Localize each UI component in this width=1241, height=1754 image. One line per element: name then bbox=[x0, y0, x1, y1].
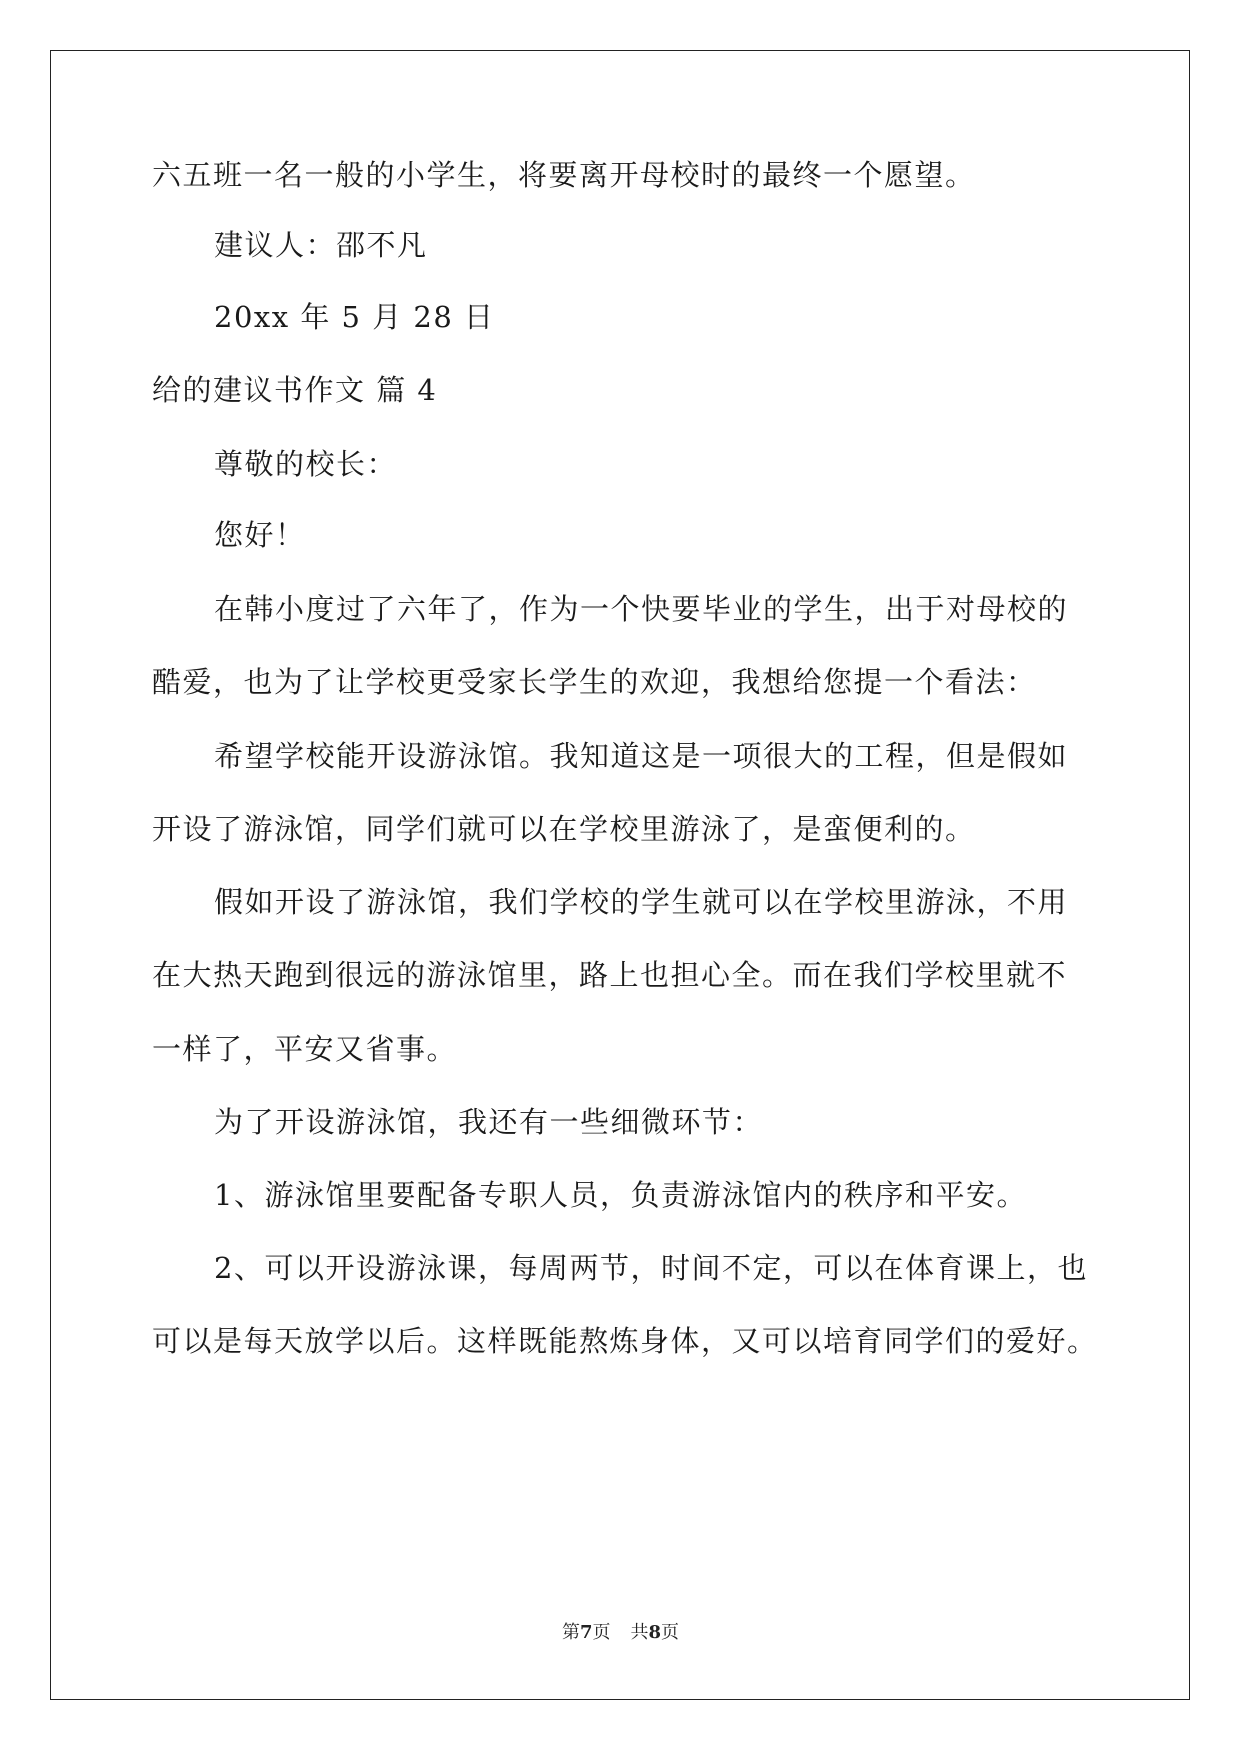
total-page-number: 8 bbox=[648, 1622, 662, 1643]
current-page-number: 7 bbox=[579, 1622, 593, 1643]
text-line: 可以是每天放学以后。这样既能熬炼身体，又可以培育同学们的爱好。 bbox=[152, 1324, 1098, 1358]
text-line: 假如开设了游泳馆，我们学校的学生就可以在学校里游泳，不用 bbox=[214, 885, 1069, 919]
date-line: 20xx 年 5 月 28 日 bbox=[214, 300, 495, 334]
text-line: 六五班一名一般的小学生，将要离开母校时的最终一个愿望。 bbox=[152, 158, 976, 192]
list-item: 2、可以开设游泳课，每周两节，时间不定，可以在体育课上，也 bbox=[214, 1251, 1088, 1285]
text-line: 在韩小度过了六年了，作为一个快要毕业的学生，出于对母校的 bbox=[214, 592, 1069, 626]
signature-line: 建议人：邵不凡 bbox=[214, 228, 428, 262]
greeting: 您好！ bbox=[214, 518, 306, 552]
text-line: 为了开设游泳馆，我还有一些细微环节： bbox=[214, 1105, 764, 1139]
page-suffix: 页 bbox=[592, 1622, 611, 1643]
text-line: 开设了游泳馆，同学们就可以在学校里游泳了，是蛮便利的。 bbox=[152, 812, 976, 846]
total-suffix: 页 bbox=[661, 1622, 680, 1643]
page-footer bbox=[0, 1621, 1241, 1645]
salutation: 尊敬的校长： bbox=[214, 447, 398, 481]
text-line: 一样了，平安又省事。 bbox=[152, 1032, 458, 1066]
section-title: 给的建议书作文 篇 4 bbox=[152, 373, 438, 407]
text-line: 希望学校能开设游泳馆。我知道这是一项很大的工程，但是假如 bbox=[214, 739, 1069, 773]
total-prefix: 共 bbox=[630, 1622, 649, 1643]
list-item: 1、游泳馆里要配备专职人员，负责游泳馆内的秩序和平安。 bbox=[214, 1178, 1027, 1212]
page-prefix: 第 bbox=[561, 1622, 580, 1643]
text-line: 在大热天跑到很远的游泳馆里，路上也担心全。而在我们学校里就不 bbox=[152, 958, 1068, 992]
text-line: 酷爱，也为了让学校更受家长学生的欢迎，我想给您提一个看法： bbox=[152, 665, 1037, 699]
